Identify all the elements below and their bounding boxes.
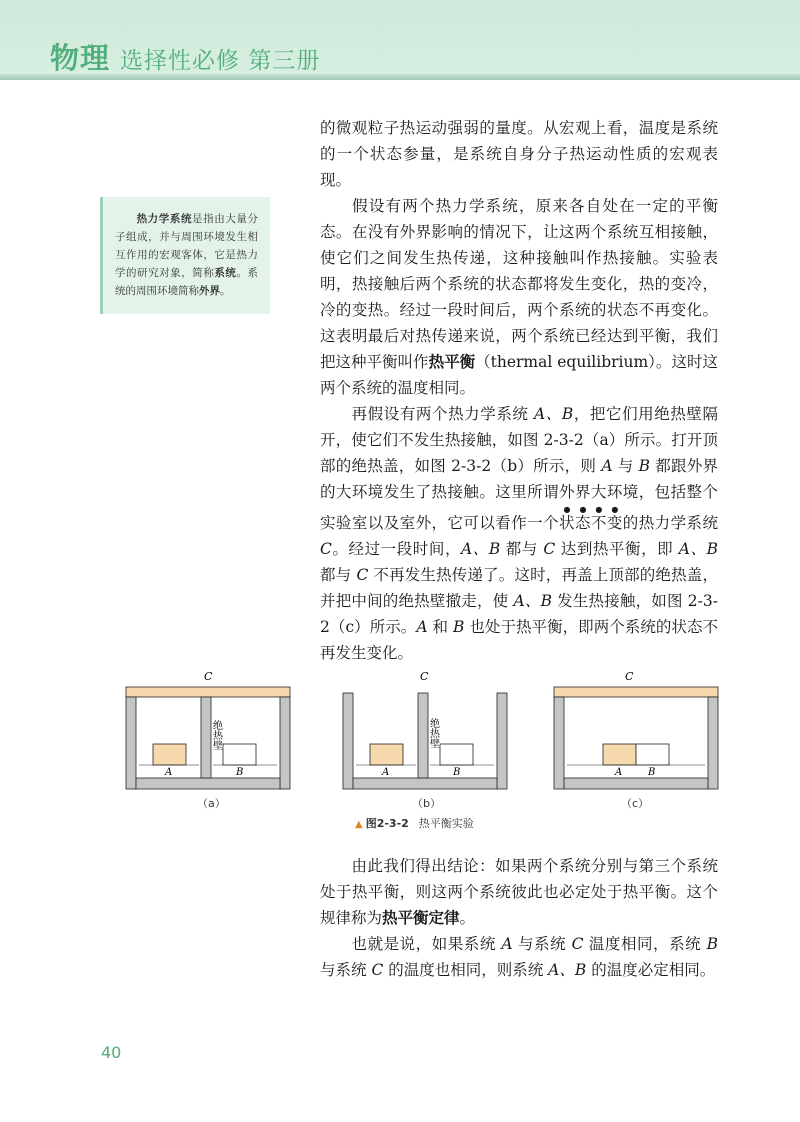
figure-a (124, 668, 294, 793)
system-A (603, 744, 636, 765)
paragraph-5: 也就是说，如果系统 A 与系统 C 温度相同，系统 B 与系统 C 的温度也相同，则系统 A、B 的温度必定相同。 (320, 935, 718, 979)
figure-c (553, 668, 723, 793)
system-B (223, 744, 256, 765)
system-A (370, 744, 403, 765)
label-A: A (382, 767, 390, 778)
figure-b (340, 668, 510, 793)
wall-label: 绝热壁 (210, 720, 222, 750)
label-B: B (453, 767, 461, 778)
emphasis-dots: 状态不变 (559, 514, 623, 532)
paragraph-3: 再假设有两个热力学系统 A、B，把它们用绝热壁隔开，使它们不发生热接触，如图 2-3-2（a）所示。打开顶部的绝热盖，如图 2-3-2（b）所示，则 A 与 B 都跟外界的大环境发生了热接触。这里所谓外界大环境，包括整个实验室以及室外，它可以看作一个状态不变的热力学系统 C。经过一段时间，A、B 都与 C 达到热平衡，即 A、B 都与 C 不再发生热传递了。这时，再盖上顶部的绝热盖，并把中间的绝热壁撤走，使 A、B 发生热接触，如图 2-3-2（c）所示。A 和 B 也处于热平衡，即两个系统的状态不再发生变化。 (320, 405, 719, 662)
bottom-wall (353, 778, 497, 789)
panel-c-label: （c） (621, 797, 650, 810)
figure-number: 图2-3-2 (365, 817, 409, 830)
paragraph-2: 假设有两个热力学系统，原来各自处在一定的平衡态。在没有外界影响的情况下，让这两个系统互相接触，使它们之间发生热传递，这种接触叫作热接触。实验表明，热接触后两个系统的状态都将发生变化，热的变冷，冷的变热。经过一段时间后，两个系统的状态不再变化。这表明最后对热传递来说，两个系统已经达到平衡，我们把这种平衡叫作热平衡（thermal equilibrium）。这时这两个系统的温度相同。 (320, 197, 718, 397)
right-wall (497, 693, 507, 789)
term-thermal-equilibrium: 热平衡 (428, 352, 476, 371)
label-B: B (236, 767, 244, 778)
figure-caption-text: 热平衡实验 (418, 817, 474, 830)
panel-a-label: （a） (197, 797, 226, 810)
insulating-wall (418, 693, 428, 778)
system-B (636, 744, 669, 765)
label-A: A (615, 767, 623, 778)
right-wall (708, 697, 718, 789)
book-title (50, 36, 320, 77)
wall-label: 绝热壁 (427, 718, 439, 748)
figure-caption (355, 815, 474, 831)
insulating-lid (126, 687, 290, 697)
system-A (153, 744, 186, 765)
right-wall (280, 697, 290, 789)
label-A: A (165, 767, 173, 778)
system-B (440, 744, 473, 765)
panel-b-label: （b） (412, 797, 441, 810)
left-wall (554, 697, 564, 789)
page-header (0, 0, 800, 80)
insulating-wall (201, 697, 211, 778)
insulating-lid (554, 687, 718, 697)
label-B: B (648, 767, 656, 778)
page-number: 40 (101, 1043, 122, 1062)
left-wall (343, 693, 353, 789)
bottom-wall (136, 778, 280, 789)
triangle-icon: ▲ (355, 819, 363, 830)
paragraph-4: 由此我们得出结论：如果两个系统分别与第三个系统处于热平衡，则这两个系统彼此也必定处于热平衡。这个规律称为热平衡定律。 (320, 857, 718, 927)
left-wall (126, 697, 136, 789)
subject-title: 物理 (50, 41, 111, 75)
label-C: C (625, 670, 634, 683)
term-thermal-equilibrium-law: 热平衡定律 (382, 908, 460, 927)
label-C: C (204, 670, 213, 683)
book-subtitle: 选择性必修 第三册 (120, 48, 321, 74)
sidenote-definition: 热力学系统是指由大量分子组成，并与周围环境发生相互作用的宏观客体，它是热力学的研究对象，简称系统。系统的周围环境简称外界。 (100, 197, 270, 314)
paragraph-1: 的微观粒子热运动强弱的量度。从宏观上看，温度是系统的一个状态参量，是系统自身分子热运动性质的宏观表现。 (320, 119, 718, 189)
label-C: C (420, 670, 429, 683)
bottom-wall (564, 778, 708, 789)
